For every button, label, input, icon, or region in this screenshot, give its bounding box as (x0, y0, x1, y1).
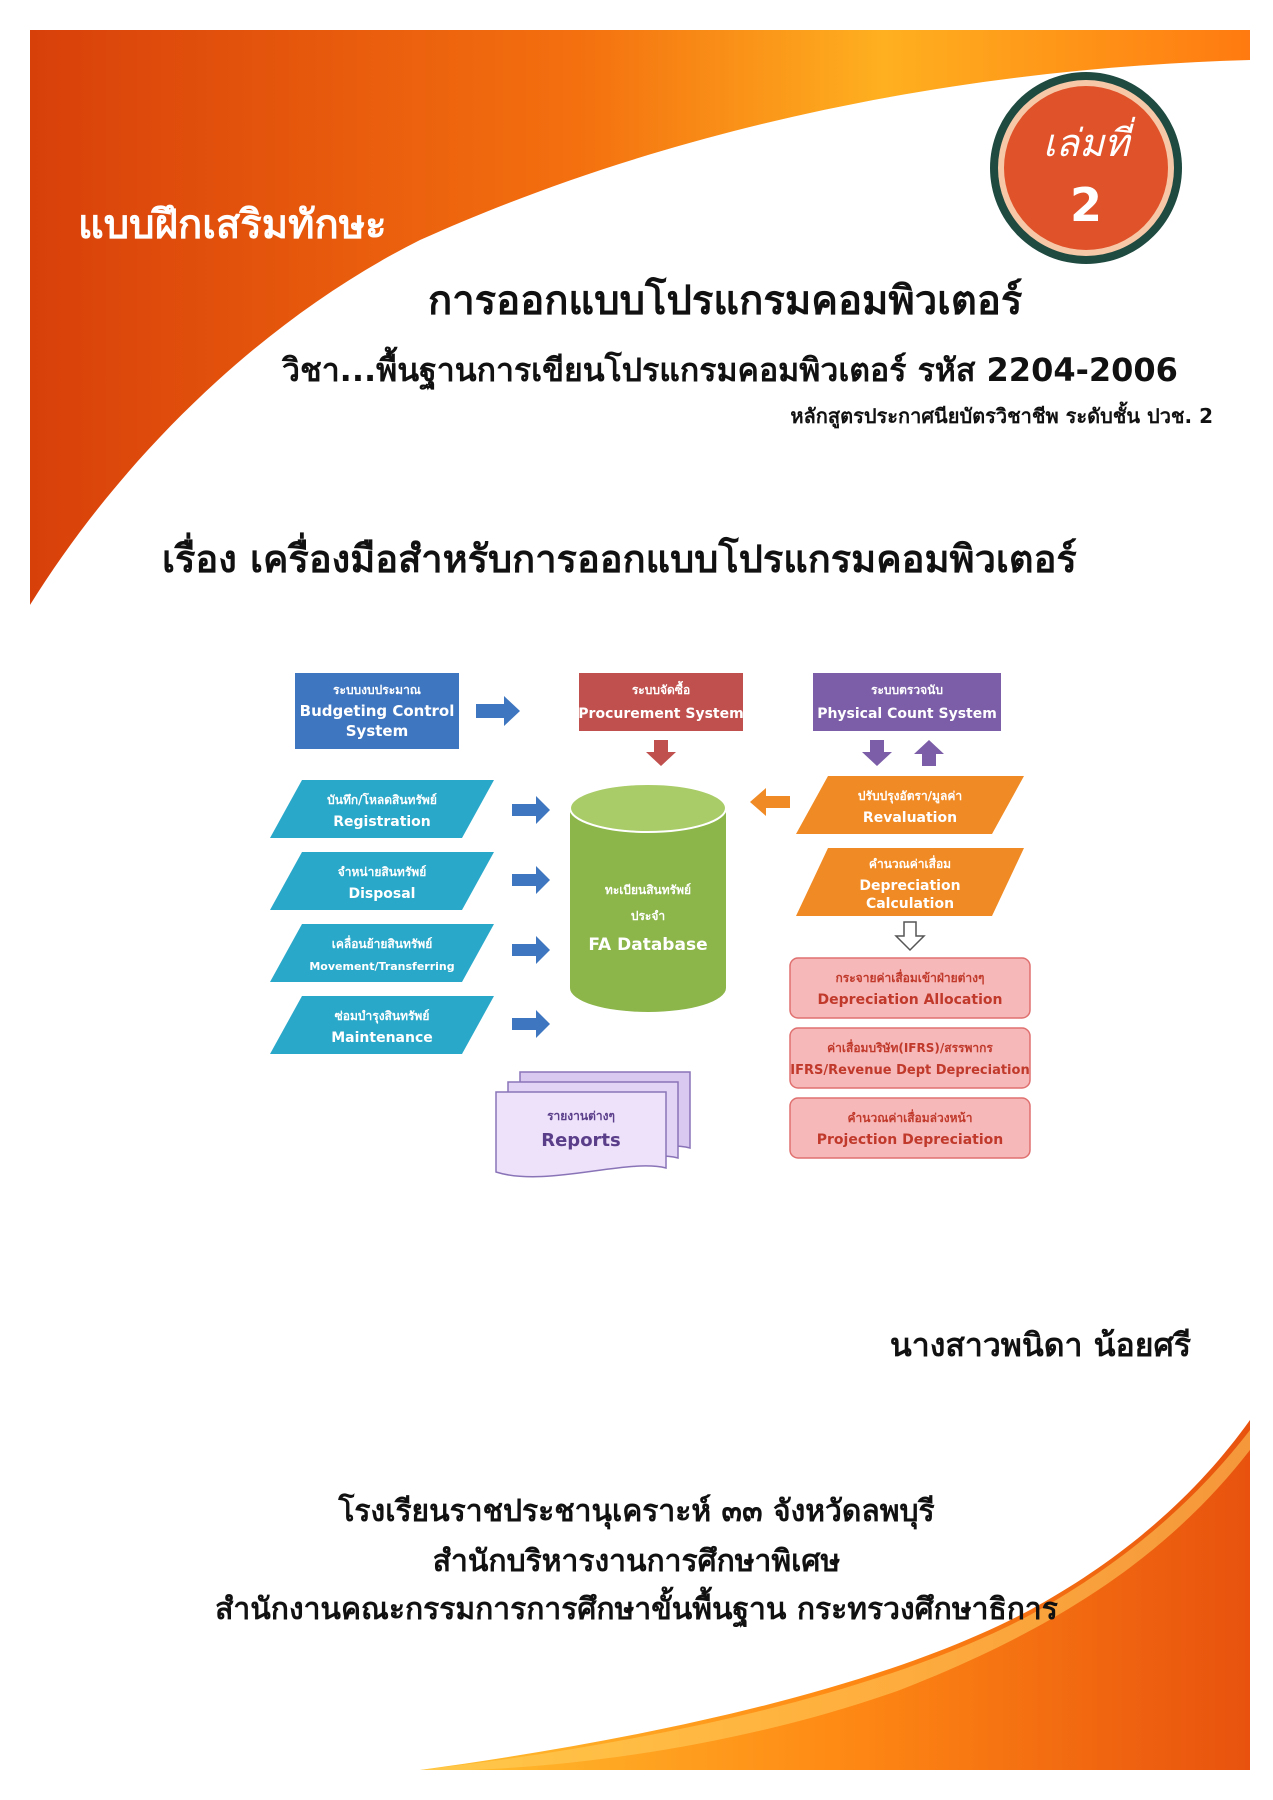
database-en1: FA Database (588, 935, 708, 955)
arrow-calc-down (896, 922, 924, 950)
fixed-asset-diagram (250, 668, 1050, 1228)
ifrs-box (790, 1028, 1030, 1088)
reports-stack (496, 1072, 690, 1177)
arrow-procurement-down (646, 740, 676, 766)
curriculum-line: หลักสูตรประกาศนียบัตรวิชาชีพ ระดับชั้น ปวช. 2 (790, 404, 1213, 428)
arrow-count-up (914, 740, 944, 766)
main-title: การออกแบบโปรแกรมคอมพิวเตอร์ (428, 278, 1023, 324)
movement-th: เคลื่อนย้ายสินทรัพย์ (331, 937, 433, 951)
revaluation-en1: Revaluation (862, 810, 958, 826)
procurement-th: ระบบจัดซื้อ (631, 683, 691, 697)
disposal-en1: Disposal (348, 886, 416, 902)
projection-en1: Projection Depreciation (816, 1132, 1004, 1148)
budgeting-en2: System (345, 722, 409, 740)
author-name: นางสาวพนิดา น้อยศรี (889, 1326, 1191, 1364)
subject-line: วิชา...พื้นฐานการเขียนโปรแกรมคอมพิวเตอร์ รหัส 2204-2006 (282, 351, 1178, 389)
arrow-registration (512, 796, 550, 824)
reports-th: รายงานต่างๆ (547, 1109, 615, 1123)
arrow-budget-to-procurement (476, 696, 520, 726)
footer-office: สำนักงานคณะกรรมการการศึกษาขั้นพื้นฐาน กระทรวงศึกษาธิการ (215, 1592, 1058, 1627)
ifrs-en1: IFRS/Revenue Dept Depreciation (790, 1063, 1030, 1078)
maintenance-box (270, 996, 494, 1054)
depreciation-calc-box (796, 848, 1024, 916)
maintenance-th: ซ่อมบำรุงสินทรัพย์ (334, 1009, 430, 1023)
arrow-count-down (862, 740, 892, 766)
footer-bureau: สำนักบริหารงานการศึกษาพิเศษ (432, 1544, 841, 1579)
series-label: แบบฝึกเสริมทักษะ (78, 202, 387, 248)
volume-number: 2 (1069, 178, 1102, 232)
arrow-maintenance (512, 1010, 550, 1038)
projection-th: คำนวณค่าเสื่อมล่วงหน้า (847, 1111, 973, 1125)
database-th2: ประจำ (630, 909, 666, 923)
movement-en1: Movement/Transferring (309, 960, 455, 973)
volume-badge (986, 68, 1186, 268)
allocation-box (790, 958, 1030, 1018)
maintenance-en1: Maintenance (331, 1030, 433, 1046)
depreciation-calc-en2: Calculation (865, 896, 955, 912)
allocation-en1: Depreciation Allocation (817, 992, 1003, 1008)
ifrs-th: ค่าเสื่อมบริษัท(IFRS)/สรรพากร (827, 1041, 993, 1055)
physical-count-en1: Physical Count System (817, 706, 997, 722)
revaluation-th: ปรับปรุงอัตรา/มูลค่า (857, 789, 963, 803)
budgeting-th: ระบบงบประมาณ (333, 683, 421, 697)
budgeting-box (294, 672, 460, 750)
volume-label: เล่มที่ (1042, 121, 1130, 165)
disposal-th: จำหน่ายสินทรัพย์ (337, 865, 427, 879)
arrow-revaluation-to-db (750, 788, 790, 816)
depreciation-calc-en1: Depreciation (859, 878, 961, 894)
arrow-disposal (512, 866, 550, 894)
footer-school: โรงเรียนราชประชานุเคราะห์ ๓๓ จังหวัดลพบุรี (338, 1494, 935, 1529)
revaluation-box (796, 776, 1024, 834)
movement-box (270, 924, 494, 982)
fa-database (570, 784, 726, 1012)
projection-box (790, 1098, 1030, 1158)
database-th1: ทะเบียนสินทรัพย์ (604, 883, 692, 897)
registration-en1: Registration (333, 814, 431, 830)
physical-count-box (812, 672, 1002, 732)
procurement-en1: Procurement System (578, 706, 744, 722)
topic-line: เรื่อง เครื่องมือสำหรับการออกแบบโปรแกรมคอมพิวเตอร์ (162, 537, 1077, 581)
disposal-box (270, 852, 494, 910)
arrow-movement (512, 936, 550, 964)
physical-count-th: ระบบตรวจนับ (871, 683, 943, 697)
allocation-th: กระจายค่าเสื่อมเข้าฝ่ายต่างๆ (835, 971, 985, 985)
budgeting-en1: Budgeting Control (299, 702, 455, 720)
depreciation-calc-th: คำนวณค่าเสื่อม (868, 857, 952, 871)
procurement-box (578, 672, 744, 732)
registration-th: บันทึก/โหลดสินทรัพย์ (327, 793, 437, 807)
registration-box (270, 780, 494, 838)
reports-en1: Reports (541, 1130, 621, 1151)
